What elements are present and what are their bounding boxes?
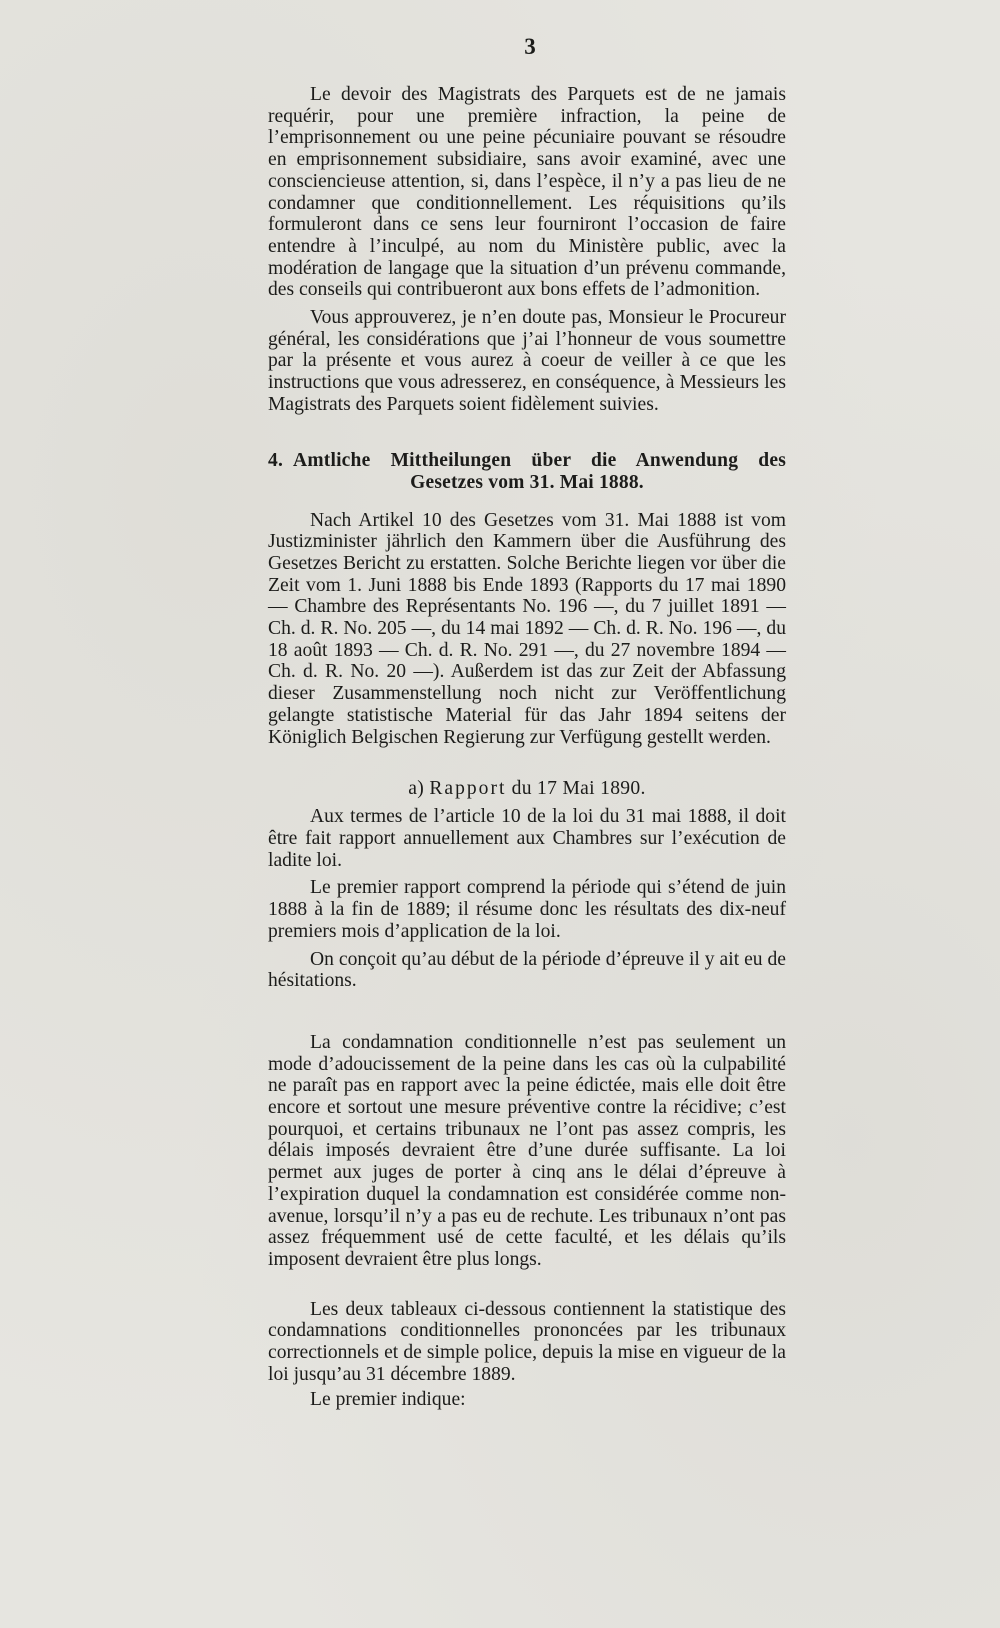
text-column bbox=[268, 84, 786, 1411]
paragraph-article-10: Aux termes de l’article 10 de la loi du 31 mai 1888, il doit être fait rapport annuellement aux Chambres sur l’exécution de ladite loi. bbox=[268, 806, 786, 871]
section-title: Amtliche Mittheilungen über die Anwendung des Gesetzes vom 31. Mai 1888. bbox=[293, 449, 786, 493]
section-heading bbox=[268, 450, 786, 494]
subsection-prefix: a) bbox=[408, 778, 425, 800]
paragraph-two-tables: Les deux tableaux ci-dessous contiennent la statistique des condamnations conditionnelles prononcées par les tribunaux correctionnels et de simple police, depuis la mise en vigueur de la loi jusqu’au 31 décembre 1889. bbox=[268, 1298, 786, 1385]
paragraph-conditional-sentence: La condamnation conditionnelle n’est pas seulement un mode d’adoucissement de la peine dans les cas où la culpabilité ne paraît pas en rapport avec la peine édictée, mais elle doit être encore et sortout une mesure préventive contre la récidive; c’est pourquoi, et certains tribunaux ne l’ont pas assez compris, les délais imposés devraient être d’une durée suffisante. La loi permet aux juges de porter à cinq ans le délai d’épreuve à l’expiration duquel la condamnation est considérée comme non-avenue, lorsqu’il n’y a pas eu de rechute. Les tribunaux n’ont pas assez fréquemment usé de cette faculté, et les délais qu’ils imposent devraient être plus longs. bbox=[268, 1031, 786, 1270]
paragraph-first-report: Le premier rapport comprend la période qui s’étend de juin 1888 à la fin de 1889; il résume donc les résultats des dix-neuf premiers mois d’application de la loi. bbox=[268, 877, 786, 942]
paragraph-german-report-overview: Nach Artikel 10 des Gesetzes vom 31. Mai 1888 ist vom Justizminister jährlich den Kammern über die Ausführung des Gesetzes Bericht zu erstatten. Solche Berichte liegen vor über die Zeit vom 1. Juni 1888 bis Ende 1893 (Rapports du 17 mai 1890 — Chambre des Représentants No. 196 —, du 7 juillet 1891 — Ch. d. R. No. 205 —, du 14 mai 1892 — Ch. d. R. No. 196 —, du 18 août 1893 — Ch. d. R. No. 291 —, du 27 novembre 1894 — Ch. d. R. No. 20 —). Außerdem ist das zur Zeit der Abfassung dieser Zusammenstellung noch nicht zur Veröffentlichung gelangte statistische Material für das Jahr 1894 seitens der Königlich Belgischen Regierung zur Verfügung gestellt werden. bbox=[268, 509, 786, 748]
paragraph-approval: Vous approuverez, je n’en doute pas, Monsieur le Procureur général, les considérations que j’ai l’honneur de vous soumettre par la présente et vous aurez à coeur de veiller à ce que les instructions que vous adresserez, en conséquence, à Messieurs les Magistrats des Parquets soient fidèlement suivies. bbox=[268, 307, 786, 415]
subsection-heading bbox=[268, 778, 786, 800]
page-number: 3 bbox=[524, 34, 536, 59]
subsection-spaced-word: Rapport bbox=[429, 778, 507, 800]
subsection-date: du 17 Mai 1890. bbox=[511, 778, 646, 800]
paragraph-magistrats-duty: Le devoir des Magistrats des Parquets est de ne jamais requérir, pour une première infraction, la peine de l’emprisonnement ou une peine pécuniaire pouvant se résoudre en emprisonnement subsidiaire, sans avoir examiné, avec une consciencieuse attention, si, dans l’espèce, il n’y a pas lieu de ne condamner que conditionnellement. Les réquisitions qu’ils formuleront dans ce sens leur fourniront l’occasion de faire entendre à l’inculpé, au nom du Ministère public, avec la modération de langage que la situation d’un prévenu commande, des conseils qui contribueront aux bons effets de l’admonition. bbox=[268, 84, 786, 301]
paragraph-first-indicates: Le premier indique: bbox=[310, 1389, 466, 1411]
section-number: 4. bbox=[268, 449, 284, 471]
paragraph-hesitations: On conçoit qu’au début de la période d’épreuve il y ait eu de hésitations. bbox=[268, 948, 786, 992]
